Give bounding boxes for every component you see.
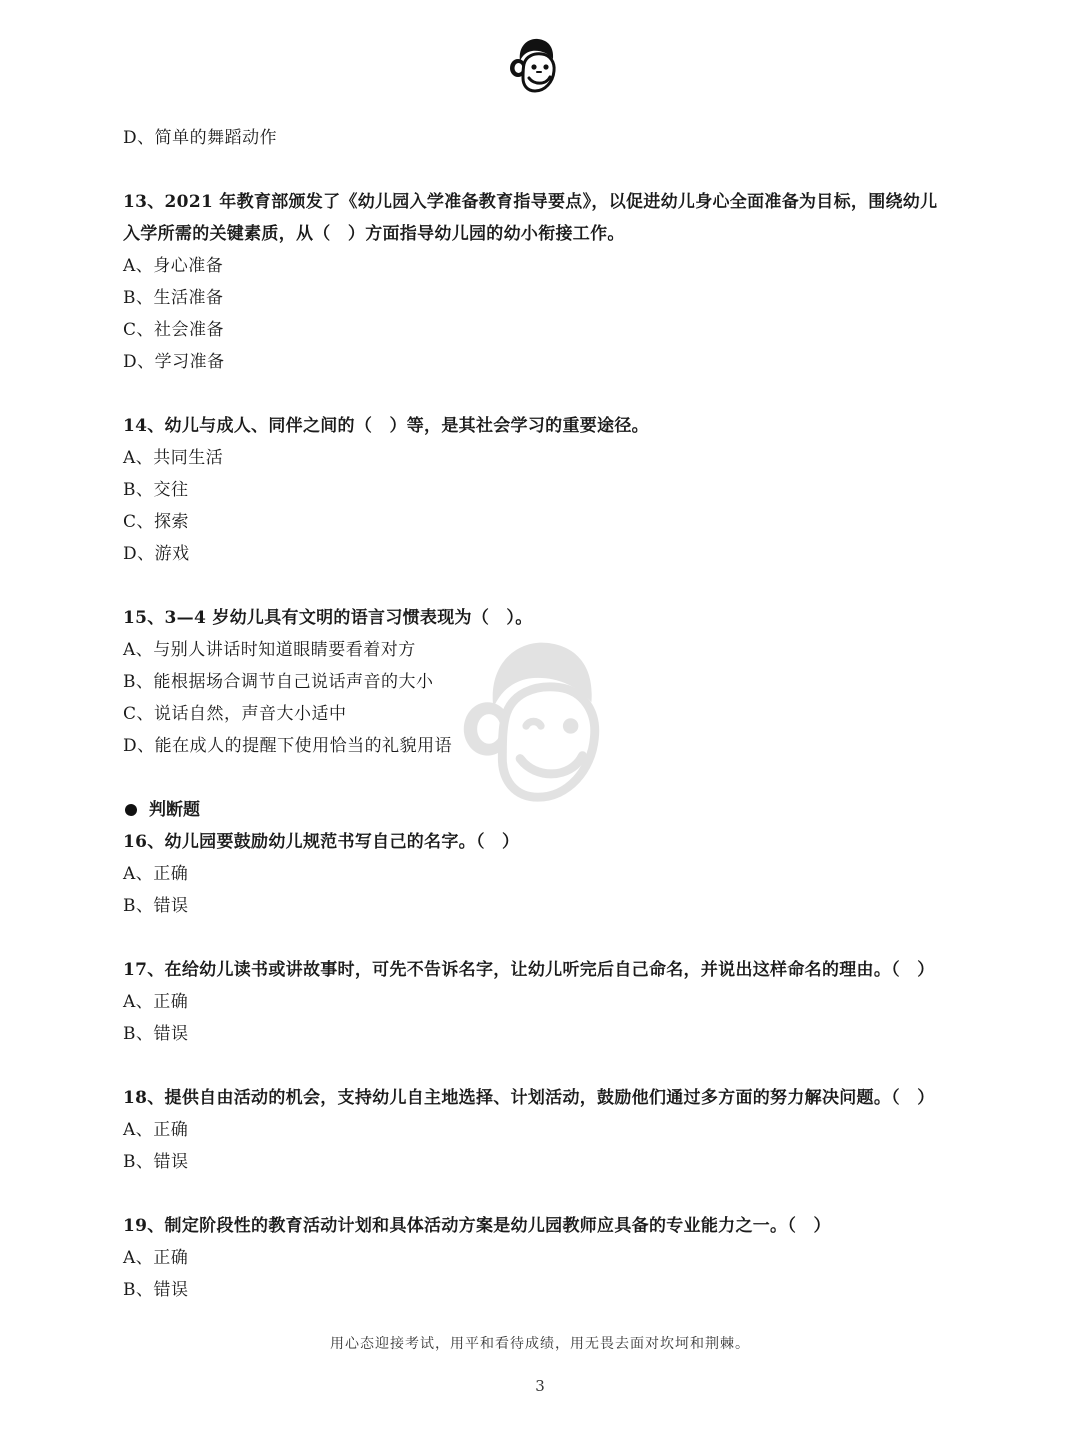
question-stem: 18、提供自由活动的机会，支持幼儿自主地选择、计划活动，鼓励他们通过多方面的努力解决问题。（ ） — [123, 1088, 935, 1108]
option-text: D、简单的舞蹈动作 — [123, 128, 278, 148]
option-text: C、探索 — [123, 512, 190, 532]
exam-content — [123, 122, 983, 1306]
question-stem: 13、2021 年教育部颁发了《幼儿园入学准备教育指导要点》，以促进幼儿身心全面准备为目标，围绕幼儿 — [123, 192, 938, 212]
bullet-icon — [125, 804, 137, 816]
option-text: D、学习准备 — [123, 352, 225, 372]
option-text: B、生活准备 — [123, 288, 224, 308]
option-text: B、能根据场合调节自己说话声音的大小 — [123, 672, 434, 692]
option-text: A、与别人讲话时知道眼睛要看着对方 — [123, 640, 416, 660]
question-stem: 14、幼儿与成人、同伴之间的（ ）等，是其社会学习的重要途径。 — [123, 416, 649, 436]
question-stem: 17、在给幼儿读书或讲故事时，可先不告诉名字，让幼儿听完后自己命名，并说出这样命名的理由。（ ） — [123, 960, 935, 980]
option-text: A、正确 — [123, 992, 189, 1012]
option-text: A、正确 — [123, 1248, 189, 1268]
option-text: A、身心准备 — [123, 256, 224, 276]
option-text: B、错误 — [123, 1152, 189, 1172]
option-text: C、说话自然，声音大小适中 — [123, 704, 347, 724]
question-stem: 入学所需的关键素质，从（ ）方面指导幼儿园的幼小衔接工作。 — [123, 224, 625, 244]
monkey-logo-icon — [502, 34, 566, 98]
option-text: D、游戏 — [123, 544, 190, 564]
question-stem: 16、幼儿园要鼓励幼儿规范书写自己的名字。（ ） — [123, 832, 520, 852]
section-heading — [123, 794, 983, 826]
option-text: D、能在成人的提醒下使用恰当的礼貌用语 — [123, 736, 453, 756]
footer-motto: 用心态迎接考试，用平和看待成绩，用无畏去面对坎坷和荆棘。 — [330, 1336, 750, 1352]
option-text: B、错误 — [123, 1280, 189, 1300]
question-stem: 15、3—4 岁幼儿具有文明的语言习惯表现为（ ）。 — [123, 608, 533, 628]
option-text: B、错误 — [123, 896, 189, 916]
option-text: A、正确 — [123, 1120, 189, 1140]
option-text: C、社会准备 — [123, 320, 225, 340]
option-text: A、共同生活 — [123, 448, 224, 468]
option-text: B、错误 — [123, 1024, 189, 1044]
question-stem: 19、制定阶段性的教育活动计划和具体活动方案是幼儿园教师应具备的专业能力之一。（ ） — [123, 1216, 831, 1236]
option-text: A、正确 — [123, 864, 189, 884]
section-title: 判断题 — [149, 800, 200, 820]
option-text: B、交往 — [123, 480, 189, 500]
page-number: 3 — [535, 1377, 545, 1395]
